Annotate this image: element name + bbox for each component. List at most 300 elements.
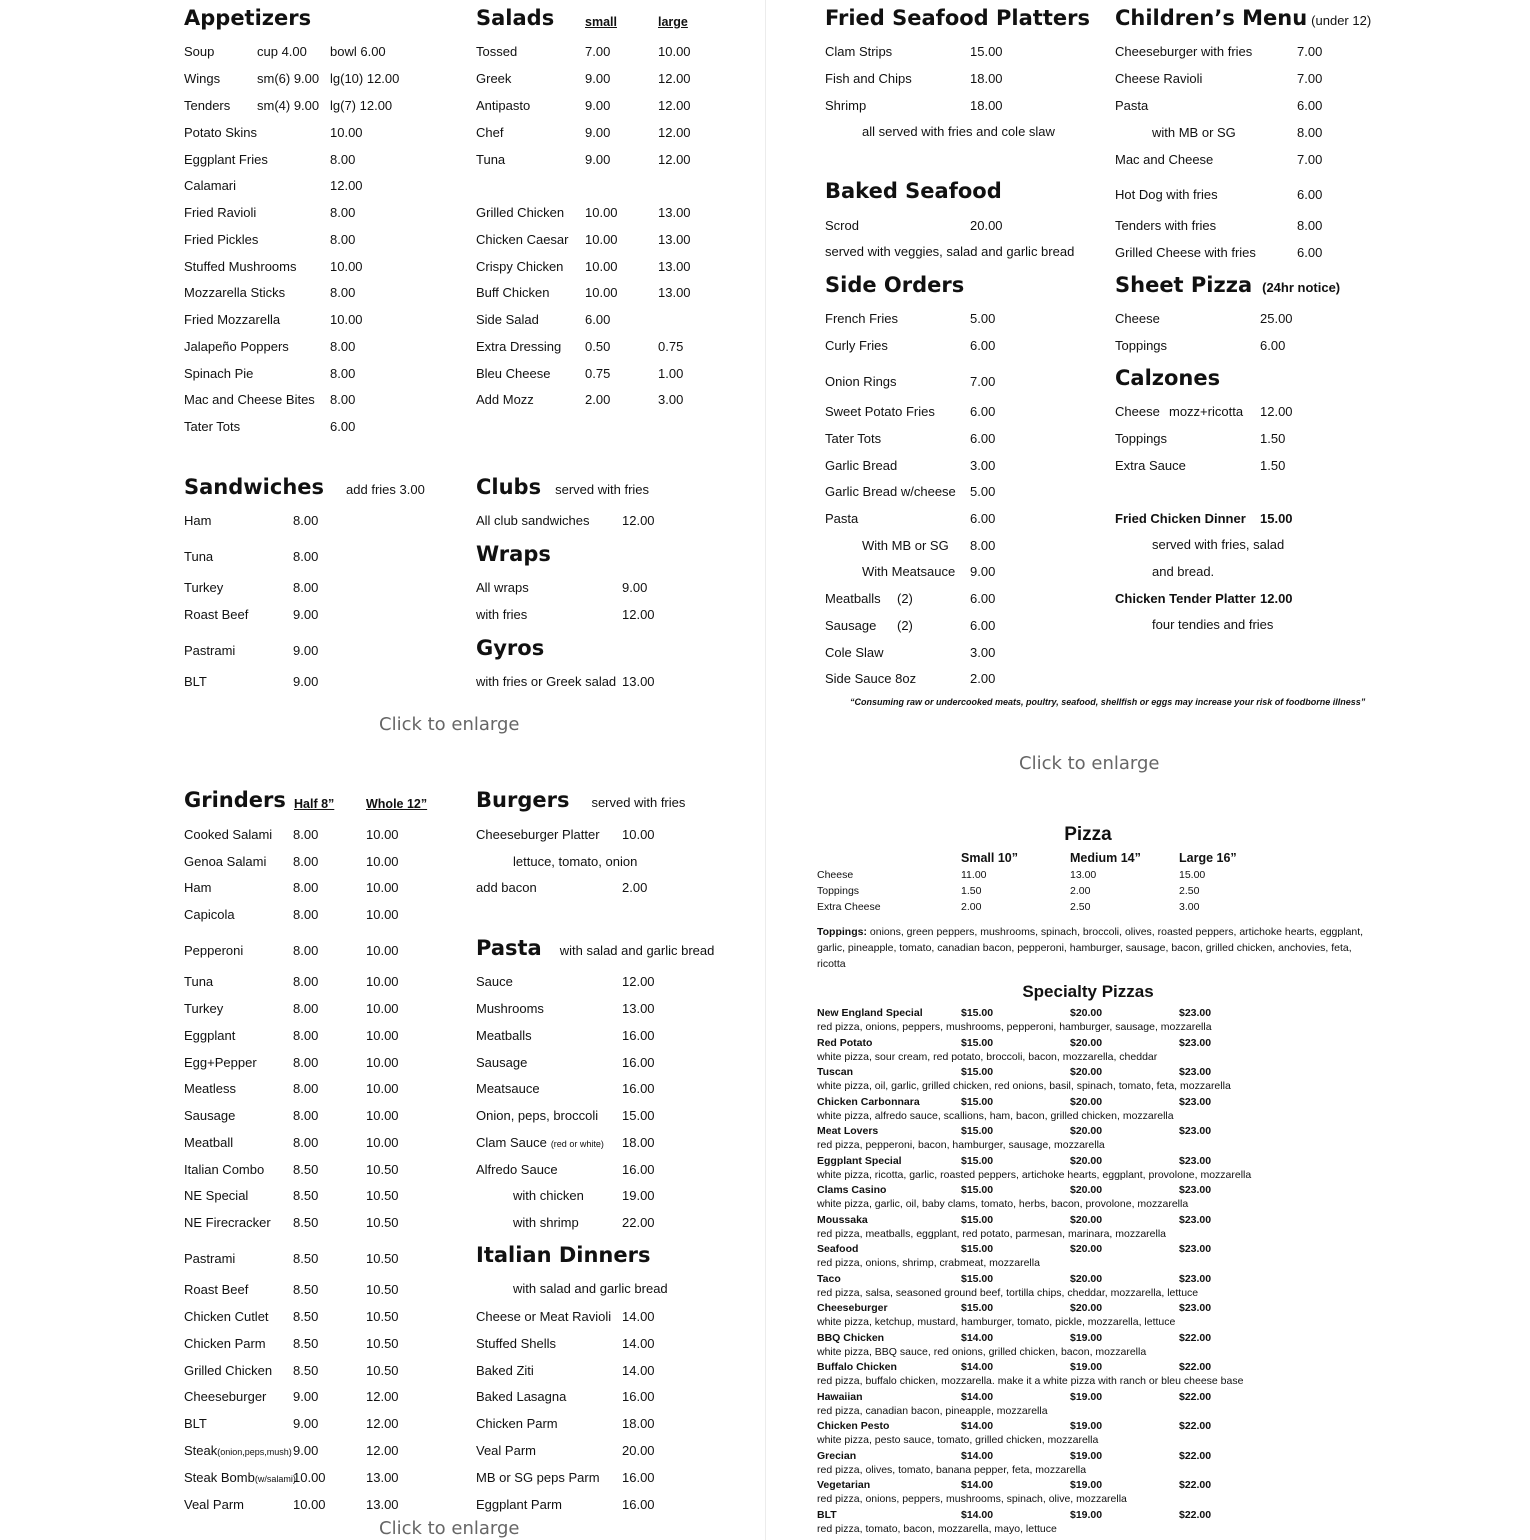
salad-small: 9.00 <box>585 152 611 167</box>
grinder-whole: 10.50 <box>366 1363 399 1378</box>
grinder-note: (onion,peps,mush) <box>217 1447 292 1457</box>
pasta-name: with chicken <box>513 1188 584 1203</box>
specialty-pizza-desc: red pizza, onions, peppers, mushrooms, pepperoni, hamburger, sausage, mozzarella <box>817 1021 1212 1033</box>
grinder-whole: 10.00 <box>366 974 399 989</box>
salad-small: 10.00 <box>585 285 618 300</box>
childrens-note: (under 12) <box>1311 13 1372 28</box>
grinder-whole: 10.50 <box>366 1251 399 1266</box>
sandwiches-heading: Sandwiches add fries 3.00 <box>184 475 425 499</box>
burger-name: add bacon <box>476 880 537 895</box>
appetizer-b: 8.00 <box>330 392 356 407</box>
appetizer-name: Jalapeño Poppers <box>184 339 289 354</box>
specialty-pizza-price: $23.00 <box>1179 1007 1212 1019</box>
childrens-name: Mac and Cheese <box>1115 152 1214 167</box>
sandwiches-note: add fries 3.00 <box>346 482 425 497</box>
grinder-name: Turkey <box>184 1001 224 1016</box>
salad-small: 6.00 <box>585 312 611 327</box>
specialty-pizza-price: $14.00 <box>961 1479 994 1491</box>
specialty-pizza-price: $23.00 <box>1179 1213 1212 1226</box>
specialty-pizza-price: $20.00 <box>1070 1154 1103 1167</box>
specialty-pizza-price: $14.00 <box>961 1508 994 1521</box>
sandwich-price: 8.00 <box>293 549 319 564</box>
grinder-whole: 10.00 <box>366 1081 399 1096</box>
pizza-heading: Pizza <box>1064 824 1112 845</box>
grinder-half: 8.50 <box>293 1251 319 1266</box>
pizza-row-price: 1.50 <box>961 885 982 897</box>
side-order-price: 6.00 <box>970 338 996 353</box>
specialty-pizza-name: Taco <box>817 1272 841 1285</box>
grinder-whole: 10.00 <box>366 943 399 958</box>
side-order-price: 2.00 <box>970 671 996 686</box>
specialty-pizza-price: $22.00 <box>1179 1420 1212 1432</box>
specialty-pizza-price: $15.00 <box>961 1036 994 1049</box>
grinder-name: Tuna <box>184 974 214 989</box>
specialty-pizza-desc: red pizza, tomato, bacon, mozzarella, mayo, lettuce <box>817 1522 1057 1535</box>
specialty-pizza-price: $20.00 <box>1070 1302 1103 1314</box>
calzone-price: 1.50 <box>1260 458 1286 473</box>
specialty-pizza-price: $22.00 <box>1179 1479 1212 1491</box>
sheet-pizza-note: (24hr notice) <box>1262 280 1341 295</box>
calzone-name: Cheese <box>1115 404 1160 419</box>
wrap-name: All wraps <box>476 580 529 595</box>
grinder-half: 8.00 <box>293 1081 319 1096</box>
specialty-pizza-desc: red pizza, meatballs, eggplant, red potato, parmesan, marinara, mozzarella <box>817 1227 1167 1240</box>
side-order-price: 6.00 <box>970 618 996 633</box>
appetizer-b: 8.00 <box>330 285 356 300</box>
toppings-label: Toppings: <box>817 926 867 938</box>
pizza-toppings <box>817 924 1367 972</box>
specialty-pizza-name: Clams Casino <box>817 1184 887 1196</box>
grinder-name: BLT <box>184 1416 207 1431</box>
appetizer-b: 8.00 <box>330 205 356 220</box>
specialty-pizza-price: $20.00 <box>1070 1066 1103 1078</box>
specialty-pizza-price: $23.00 <box>1179 1066 1212 1078</box>
italian-dinner-name: Cheese or Meat Ravioli <box>476 1309 612 1324</box>
salad-large: 13.00 <box>658 232 691 247</box>
burger-name: lettuce, tomato, onion <box>513 854 638 869</box>
pizza-row-price: 2.50 <box>1070 901 1091 913</box>
fried-seafood-heading: Fried Seafood Platters <box>825 6 1090 30</box>
specialty-pizza-desc: red pizza, onions, shrimp, crabmeat, mozzarella <box>817 1257 1040 1269</box>
burgers-note: served with fries <box>591 795 686 810</box>
baked-seafood-note: served with veggies, salad and garlic bread <box>825 244 1075 259</box>
italian-dinner-price: 16.00 <box>622 1389 655 1404</box>
pasta-price: 15.00 <box>622 1108 655 1123</box>
salad-name: Tuna <box>476 152 506 167</box>
grinder-whole: 10.50 <box>366 1215 399 1230</box>
enlarge-link-1[interactable]: Click to enlarge <box>379 714 520 735</box>
appetizer-name: Soup <box>184 44 215 59</box>
burgers-heading: Burgers served with fries <box>476 788 686 812</box>
grinder-half: 8.00 <box>293 1135 319 1150</box>
pizza-row-price: 11.00 <box>961 869 987 881</box>
pasta-price: 16.00 <box>622 1162 655 1177</box>
specialty-pizza-price: $15.00 <box>961 1154 994 1167</box>
salad-name: Antipasto <box>476 98 531 113</box>
pizza-row-price: 3.00 <box>1179 901 1200 913</box>
sheet-pizza-price: 6.00 <box>1260 338 1286 353</box>
enlarge-link-3[interactable]: Click to enlarge <box>379 1518 520 1539</box>
pasta-price: 16.00 <box>622 1028 655 1043</box>
grinder-name: Roast Beef <box>184 1282 249 1297</box>
grinder-half: 8.00 <box>293 1108 319 1123</box>
salad-name: Grilled Chicken <box>476 205 565 220</box>
grinder-whole: 10.50 <box>366 1309 399 1324</box>
salad-name: Extra Dressing <box>476 339 562 354</box>
italian-dinner-price: 16.00 <box>622 1497 655 1512</box>
grinder-half: 9.00 <box>293 1389 319 1404</box>
grinder-name: NE Special <box>184 1188 249 1203</box>
side-order-name: Cole Slaw <box>825 645 884 660</box>
appetizer-name: Stuffed Mushrooms <box>184 259 297 274</box>
wrap-price: 12.00 <box>622 607 655 622</box>
calzone-name: Extra Sauce <box>1115 458 1186 473</box>
appetizer-b: 10.00 <box>330 312 363 327</box>
specialty-pizza-price: $15.00 <box>961 1007 994 1019</box>
specialty-pizza-price: $20.00 <box>1070 1007 1103 1019</box>
grinder-whole: 12.00 <box>366 1416 399 1431</box>
salad-small: 10.00 <box>585 259 618 274</box>
side-orders-heading: Side Orders <box>825 273 965 297</box>
specialty-pizza-price: $23.00 <box>1179 1272 1212 1285</box>
side-order-price: 5.00 <box>970 484 996 499</box>
salad-large: 13.00 <box>658 259 691 274</box>
calzone-desc: mozz+ricotta <box>1169 404 1244 419</box>
specialty-pizza-name: Vegetarian <box>817 1479 871 1491</box>
grinder-whole: 10.00 <box>366 1001 399 1016</box>
sandwich-name: Tuna <box>184 549 214 564</box>
specialty-pizza-price: $15.00 <box>961 1302 994 1314</box>
specialty-pizza-desc: white pizza, ricotta, garlic, roasted peppers, artichoke hearts, eggplant, provolone, mozzarella <box>817 1168 1252 1181</box>
pasta-note: (red or white) <box>550 1139 604 1149</box>
side-order-name: Pasta <box>825 511 859 526</box>
specialty-pizza-price: $20.00 <box>1070 1036 1103 1049</box>
salad-large: 0.75 <box>658 339 684 354</box>
pasta-name: Onion, peps, broccoli <box>476 1108 599 1123</box>
salad-small: 10.00 <box>585 205 618 220</box>
specialty-pizza-desc: white pizza, pesto sauce, tomato, grilled chicken, mozzarella <box>817 1434 1099 1446</box>
appetizer-name: Wings <box>184 71 221 86</box>
calzone-price: 1.50 <box>1260 431 1286 446</box>
side-order-price: 9.00 <box>970 564 996 579</box>
grinder-whole: 12.00 <box>366 1443 399 1458</box>
appetizer-name: Potato Skins <box>184 125 257 140</box>
fried-chicken-dinner-line2: and bread. <box>1152 564 1215 579</box>
specialty-pizza-price: $23.00 <box>1179 1095 1212 1108</box>
specialty-pizza-price: $20.00 <box>1070 1095 1103 1108</box>
grinder-name: Cheeseburger <box>184 1389 267 1404</box>
grinder-half: 8.50 <box>293 1215 319 1230</box>
sandwich-name: Pastrami <box>184 643 236 658</box>
specialty-pizza-desc: white pizza, sour cream, red potato, broccoli, bacon, mozzarella, cheddar <box>817 1050 1158 1063</box>
appetizer-name: Mozzarella Sticks <box>184 285 286 300</box>
grinder-half: 8.00 <box>293 854 319 869</box>
grinder-name: Sausage <box>184 1108 236 1123</box>
salad-large: 12.00 <box>658 98 691 113</box>
sandwich-price: 9.00 <box>293 607 319 622</box>
grinder-name: Eggplant <box>184 1028 236 1043</box>
specialty-pizza-price: $19.00 <box>1070 1508 1103 1521</box>
grinders-col-whole: Whole 12” <box>366 797 428 811</box>
clubs-heading: Clubs served with fries <box>476 475 650 499</box>
toppings-text: onions, green peppers, mushrooms, spinach, broccoli, olives, roasted peppers, artichoke hearts, eggplant, garlic, pineapple, tomato, canadian bacon, pepperoni, hamburger, sausage, bacon, grilled chicken, anchovies, feta, ricotta <box>817 926 1364 970</box>
appetizer-name: Fried Mozzarella <box>184 312 281 327</box>
sandwich-name: Ham <box>184 513 212 528</box>
childrens-name: with MB or SG <box>1152 125 1236 140</box>
italian-dinners-note: with salad and garlic bread <box>513 1281 668 1296</box>
specialty-pizza-desc: red pizza, salsa, seasoned ground beef, tortilla chips, cheddar, mozzarella, lettuce <box>817 1286 1199 1299</box>
specialty-pizza-price: $19.00 <box>1070 1361 1103 1373</box>
grinder-name: Chicken Cutlet <box>184 1309 269 1324</box>
pizza-size-header: Large 16” <box>1179 851 1237 865</box>
salad-large: 13.00 <box>658 285 691 300</box>
salad-small: 0.50 <box>585 339 611 354</box>
grinder-half: 8.00 <box>293 974 319 989</box>
specialty-pizza-desc: red pizza, buffalo chicken, mozzarella. make it a white pizza with ranch or bleu cheese base <box>817 1375 1244 1387</box>
grinder-whole: 13.00 <box>366 1470 399 1485</box>
appetizer-b: 8.00 <box>330 339 356 354</box>
appetizer-b: bowl 6.00 <box>330 44 386 59</box>
grinder-half: 8.00 <box>293 880 319 895</box>
side-order-name: With MB or SG <box>862 538 949 553</box>
side-order-qty: (2) <box>897 591 913 606</box>
chicken-tender-platter-line1: four tendies and fries <box>1152 617 1274 632</box>
grinder-whole: 10.00 <box>366 1055 399 1070</box>
specialty-pizza-price: $14.00 <box>961 1390 994 1403</box>
specialty-pizza-name: Eggplant Special <box>817 1154 902 1167</box>
burger-price: 2.00 <box>622 880 648 895</box>
wraps-heading: Wraps <box>476 542 551 566</box>
specialty-pizza-name: Red Potato <box>817 1036 873 1049</box>
sheet-pizza-name: Toppings <box>1115 338 1168 353</box>
grinder-whole: 10.50 <box>366 1162 399 1177</box>
fried-seafood-name: Clam Strips <box>825 44 893 59</box>
grinder-name: Genoa Salami <box>184 854 267 869</box>
clubs-note: served with fries <box>555 482 650 497</box>
pizza-row-price: 15.00 <box>1179 869 1206 881</box>
pasta-price: 16.00 <box>622 1055 655 1070</box>
pizza-row-price: 2.50 <box>1179 885 1200 897</box>
appetizer-a: sm(6) 9.00 <box>257 71 320 86</box>
grinder-name: Ham <box>184 880 212 895</box>
salad-name: Bleu Cheese <box>476 366 551 381</box>
grinder-half: 9.00 <box>293 1443 319 1458</box>
specialty-pizza-price: $19.00 <box>1070 1331 1103 1344</box>
appetizer-b: 8.00 <box>330 232 356 247</box>
grinder-name: Meatless <box>184 1081 237 1096</box>
side-order-name: Side Sauce 8oz <box>825 671 917 686</box>
salad-name: Greek <box>476 71 512 86</box>
specialty-pizza-name: New England Special <box>817 1007 923 1019</box>
italian-dinner-name: Baked Ziti <box>476 1363 534 1378</box>
pasta-heading: Pasta with salad and garlic bread <box>476 936 715 960</box>
sandwich-name: Roast Beef <box>184 607 249 622</box>
childrens-name: Cheeseburger with fries <box>1115 44 1253 59</box>
specialty-pizza-price: $20.00 <box>1070 1184 1103 1196</box>
italian-dinner-price: 14.00 <box>622 1336 655 1351</box>
salad-small: 9.00 <box>585 125 611 140</box>
pasta-name: with shrimp <box>513 1215 579 1230</box>
sandwich-price: 8.00 <box>293 513 319 528</box>
specialty-pizza-name: Chicken Carbonnara <box>817 1095 920 1108</box>
side-order-name: Garlic Bread <box>825 458 898 473</box>
sandwich-name: Turkey <box>184 580 224 595</box>
salad-name: Chef <box>476 125 504 140</box>
side-order-qty: (2) <box>897 618 913 633</box>
appetizer-a: sm(4) 9.00 <box>257 98 320 113</box>
calzones-heading: Calzones <box>1115 366 1221 390</box>
grinder-half: 8.50 <box>293 1188 319 1203</box>
specialty-pizza-desc: red pizza, pepperoni, bacon, hamburger, sausage, mozzarella <box>817 1139 1105 1151</box>
pasta-name: Meatballs <box>476 1028 532 1043</box>
specialty-pizza-price: $15.00 <box>961 1125 994 1137</box>
italian-dinner-name: MB or SG peps Parm <box>476 1470 600 1485</box>
specialty-pizza-price: $14.00 <box>961 1449 994 1462</box>
salad-large: 12.00 <box>658 71 691 86</box>
childrens-price: 8.00 <box>1297 218 1323 233</box>
pasta-name: Alfredo Sauce <box>476 1162 558 1177</box>
grinder-half: 10.00 <box>293 1470 326 1485</box>
italian-dinner-price: 20.00 <box>622 1443 655 1458</box>
grinder-note: (w/salami) <box>254 1474 296 1484</box>
grinder-name: Steak Bomb(w/salami) <box>184 1470 296 1485</box>
specialty-pizza-desc: white pizza, BBQ sauce, red onions, grilled chicken, bacon, mozzarella <box>817 1345 1147 1358</box>
burger-name: Cheeseburger Platter <box>476 827 600 842</box>
salad-large: 12.00 <box>658 152 691 167</box>
specialty-pizza-desc: white pizza, garlic, oil, baby clams, tomato, herbs, bacon, provolone, mozzarella <box>817 1198 1189 1210</box>
specialty-pizza-price: $14.00 <box>961 1361 994 1373</box>
grinder-whole: 10.00 <box>366 1028 399 1043</box>
side-order-name: Sausage <box>825 618 877 633</box>
salads-col-large: large <box>658 15 688 29</box>
side-order-price: 6.00 <box>970 591 996 606</box>
side-order-name: French Fries <box>825 311 898 326</box>
italian-dinner-price: 16.00 <box>622 1470 655 1485</box>
appetizer-name: Calamari <box>184 178 237 193</box>
side-order-name: With Meatsauce <box>862 564 956 579</box>
childrens-price: 6.00 <box>1297 98 1323 113</box>
gyros-heading: Gyros <box>476 636 545 660</box>
side-order-price: 6.00 <box>970 404 996 419</box>
sandwich-name: BLT <box>184 674 207 689</box>
enlarge-link-2[interactable]: Click to enlarge <box>1019 753 1160 774</box>
grinder-whole: 10.00 <box>366 1135 399 1150</box>
grinder-half: 8.00 <box>293 1001 319 1016</box>
grinder-whole: 10.00 <box>366 827 399 842</box>
italian-dinner-price: 14.00 <box>622 1363 655 1378</box>
side-order-name: Meatballs <box>825 591 881 606</box>
childrens-price: 7.00 <box>1297 71 1323 86</box>
pasta-price: 19.00 <box>622 1188 655 1203</box>
salad-large: 12.00 <box>658 125 691 140</box>
specialty-pizza-price: $22.00 <box>1179 1331 1212 1344</box>
side-order-price: 3.00 <box>970 645 996 660</box>
specialty-pizza-desc: white pizza, oil, garlic, grilled chicken, red onions, basil, spinach, tomato, feta, mozzarella <box>817 1080 1231 1092</box>
childrens-price: 7.00 <box>1297 152 1323 167</box>
specialty-pizza-name: Cheeseburger <box>817 1302 888 1314</box>
pasta-price: 13.00 <box>622 1001 655 1016</box>
grinder-half: 8.50 <box>293 1309 319 1324</box>
pasta-note: with salad and garlic bread <box>559 943 715 958</box>
grinder-half: 8.00 <box>293 1028 319 1043</box>
specialty-pizza-price: $19.00 <box>1070 1479 1103 1491</box>
grinder-name: Cooked Salami <box>184 827 273 842</box>
sheet-pizza-price: 25.00 <box>1260 311 1293 326</box>
specialty-pizza-name: Grecian <box>817 1449 857 1462</box>
grinder-half: 9.00 <box>293 1416 319 1431</box>
wrap-name: with fries <box>476 607 528 622</box>
specialty-pizzas-heading: Specialty Pizzas <box>1022 982 1154 1001</box>
salad-name: Side Salad <box>476 312 539 327</box>
appetizer-name: Tater Tots <box>184 419 241 434</box>
specialty-pizza-price: $19.00 <box>1070 1390 1103 1403</box>
salad-name: Tossed <box>476 44 518 59</box>
childrens-price: 8.00 <box>1297 125 1323 140</box>
pasta-name: Sauce <box>476 974 513 989</box>
specialty-pizza-desc: red pizza, olives, tomato, banana pepper, feta, mozzarella <box>817 1463 1087 1476</box>
specialty-pizza-price: $20.00 <box>1070 1213 1103 1226</box>
specialty-pizza-price: $20.00 <box>1070 1272 1103 1285</box>
specialty-pizza-name: Tuscan <box>817 1066 853 1078</box>
specialty-pizza-desc: red pizza, onions, peppers, mushrooms, spinach, olive, mozzarella <box>817 1493 1127 1505</box>
pizza-row-price: 13.00 <box>1070 869 1097 881</box>
salad-large: 3.00 <box>658 392 684 407</box>
specialty-pizza-desc: red pizza, canadian bacon, pineapple, mozzarella <box>817 1404 1048 1417</box>
grinder-whole: 10.00 <box>366 854 399 869</box>
pizza-size-header: Small 10” <box>961 851 1018 865</box>
pizza-row-name: Extra Cheese <box>817 901 881 913</box>
grinder-whole: 13.00 <box>366 1497 399 1512</box>
specialty-pizza-price: $14.00 <box>961 1420 994 1432</box>
specialty-pizza-name: BBQ Chicken <box>817 1331 885 1344</box>
salad-small: 9.00 <box>585 71 611 86</box>
quadrant-divider <box>765 0 766 1540</box>
salads-heading: Salads <box>476 6 555 30</box>
italian-dinner-price: 18.00 <box>622 1416 655 1431</box>
sandwich-price: 8.00 <box>293 580 319 595</box>
childrens-name: Cheese Ravioli <box>1115 71 1203 86</box>
grinder-name: Grilled Chicken <box>184 1363 273 1378</box>
side-order-price: 6.00 <box>970 511 996 526</box>
grinder-half: 8.00 <box>293 1055 319 1070</box>
fried-chicken-dinner-line1: served with fries, salad <box>1152 537 1285 552</box>
fried-seafood-price: 18.00 <box>970 98 1003 113</box>
grinders-col-half: Half 8” <box>294 797 335 811</box>
fried-seafood-name: Fish and Chips <box>825 71 912 86</box>
grinder-name: Chicken Parm <box>184 1336 266 1351</box>
fried-seafood-price: 18.00 <box>970 71 1003 86</box>
pasta-price: 22.00 <box>622 1215 655 1230</box>
specialty-pizza-price: $15.00 <box>961 1243 994 1255</box>
specialty-pizza-price: $23.00 <box>1179 1302 1212 1314</box>
specialty-pizza-name: Buffalo Chicken <box>817 1361 897 1373</box>
specialty-pizza-price: $23.00 <box>1179 1243 1212 1255</box>
pizza-size-header: Medium 14” <box>1070 851 1141 865</box>
specialty-pizza-price: $22.00 <box>1179 1508 1212 1521</box>
grinder-half: 8.50 <box>293 1282 319 1297</box>
grinder-name: Meatball <box>184 1135 234 1150</box>
specialty-pizza-price: $15.00 <box>961 1213 994 1226</box>
appetizer-name: Spinach Pie <box>184 366 254 381</box>
grinder-half: 8.00 <box>293 827 319 842</box>
grinder-whole: 10.50 <box>366 1188 399 1203</box>
calzone-name: Toppings <box>1115 431 1168 446</box>
italian-dinner-name: Stuffed Shells <box>476 1336 556 1351</box>
grinder-whole: 12.00 <box>366 1389 399 1404</box>
childrens-price: 6.00 <box>1297 187 1323 202</box>
grinder-name: Pastrami <box>184 1251 236 1266</box>
appetizer-name: Eggplant Fries <box>184 152 268 167</box>
